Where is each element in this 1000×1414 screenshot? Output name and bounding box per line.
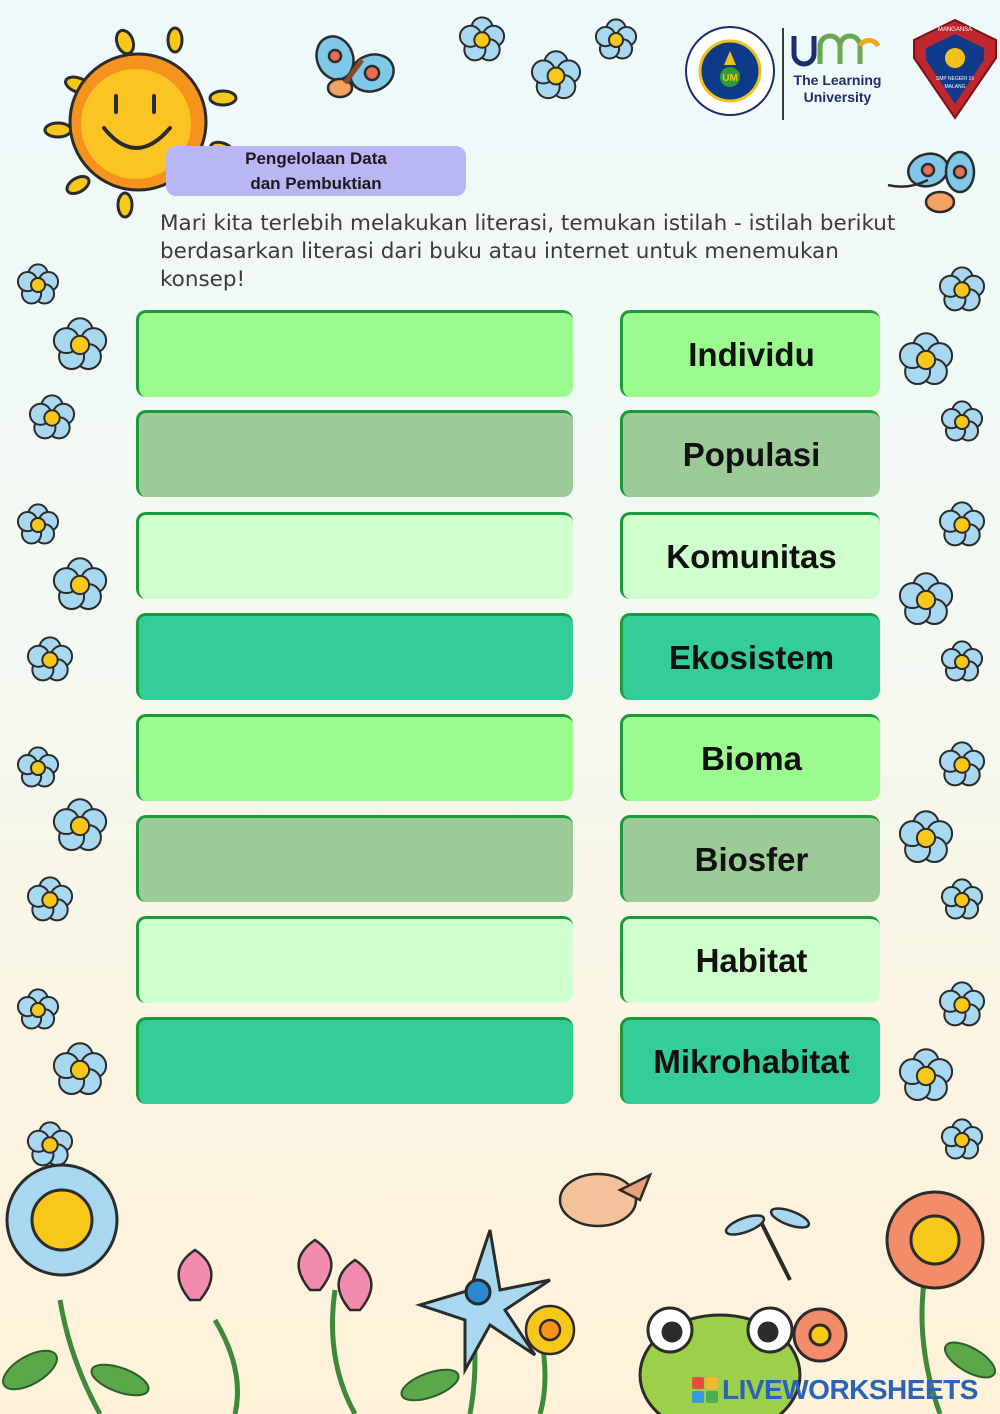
answer-field-4[interactable] [136,613,573,700]
small-flower-icon [942,641,982,680]
small-flower-icon [30,395,74,438]
answer-field-8[interactable] [136,1017,573,1104]
svg-text:MANGANSA: MANGANSA [937,27,973,33]
small-flower-icon [460,17,504,60]
watermark-text: LIVEWORKSHEETS [722,1374,978,1405]
small-flower-icon [940,502,984,545]
answer-field-1[interactable] [136,310,573,397]
university-seal-logo [684,25,776,117]
lesson-title-badge [166,146,466,196]
term-card-mikrohabitat[interactable]: Mikrohabitat [620,1017,880,1104]
term-card-bioma[interactable]: Bioma [620,714,880,801]
university-tagline: The Learning University [793,72,882,105]
small-flower-icon [532,51,580,98]
answer-field-5[interactable] [136,714,573,801]
small-flower-icon [54,1043,106,1094]
lesson-title-line-2: dan Pembuktian [250,174,382,193]
small-flower-icon [596,19,636,58]
lesson-title-line-1: Pengelolaan Data [245,149,387,168]
small-flower-icon [54,318,106,369]
small-flower-icon [18,504,58,543]
answer-field-2[interactable] [136,410,573,497]
small-flower-icon [54,558,106,609]
small-flower-icon [940,742,984,785]
small-flower-icon [900,811,952,862]
liveworksheets-watermark [692,1373,978,1407]
term-card-populasi[interactable]: Populasi [620,410,880,497]
small-flower-icon [18,264,58,303]
small-flower-icon [28,877,72,920]
small-flower-icon [28,637,72,680]
answer-field-3[interactable] [136,512,573,599]
answer-field-7[interactable] [136,916,573,1003]
term-card-ekosistem[interactable]: Ekosistem [620,613,880,700]
small-flower-icon [940,267,984,310]
instruction-text: Mari kita terlebih melakukan literasi, temukan istilah - istilah berikut berdasarkan literasi dari buku atau internet untuk menemukan konsep! [160,211,896,292]
small-flower-icon [900,573,952,624]
small-flower-icon [54,799,106,850]
small-flower-icon [900,333,952,384]
um-wordmark-logo [790,28,882,72]
small-flower-icon [942,879,982,918]
school-badge-logo [912,18,998,122]
small-flower-icon [942,401,982,440]
term-card-individu[interactable]: Individu [620,310,880,397]
small-flower-icon [18,989,58,1028]
small-flower-icon [940,982,984,1025]
logo-divider [782,28,784,120]
term-card-komunitas[interactable]: Komunitas [620,512,880,599]
small-flower-icon [900,1049,952,1100]
svg-text:SMP NEGERI 16: SMP NEGERI 16 [935,76,975,82]
small-flower-icon [18,747,58,786]
answer-field-6[interactable] [136,815,573,902]
svg-text:UM: UM [722,73,738,84]
term-card-biosfer[interactable]: Biosfer [620,815,880,902]
small-flower-icon [942,1119,982,1158]
small-flower-icon [28,1122,72,1165]
liveworksheets-logo-icon [692,1377,718,1403]
term-card-habitat[interactable]: Habitat [620,916,880,1003]
svg-text:MALANG: MALANG [944,84,966,90]
